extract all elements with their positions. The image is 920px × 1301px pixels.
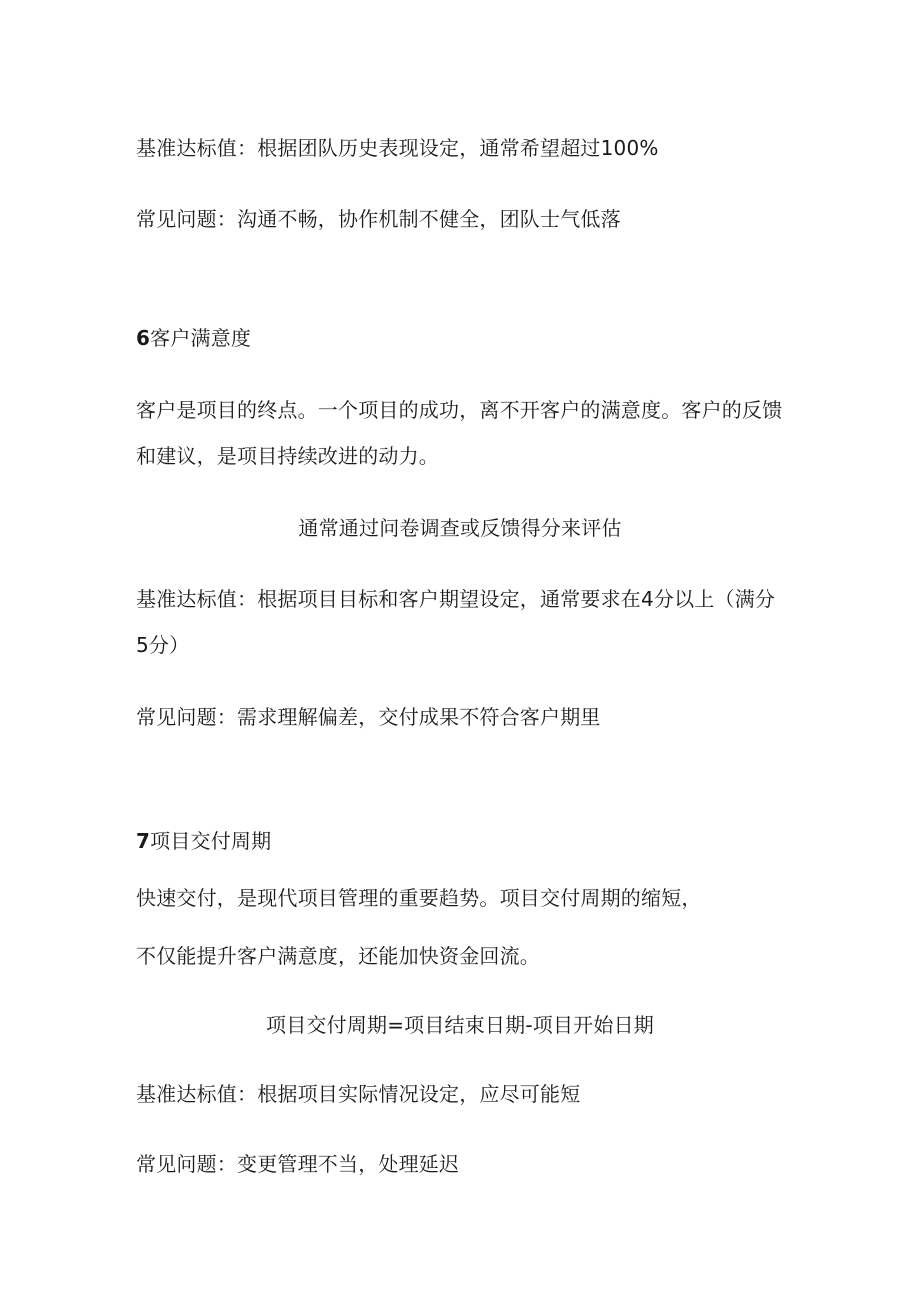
paragraph-line: 客户是项目的终点。一个项目的成功，离不开客户的满意度。客户的反馈	[136, 398, 783, 422]
formula-text: 通常通过问卷调查或反馈得分来评估	[298, 516, 622, 540]
section-heading-7	[136, 827, 271, 855]
benchmark-text: 基准达标值：根据团队历史表现设定，通常希望超过100%	[136, 136, 659, 160]
issues-text: 常见问题：沟通不畅，协作机制不健全，团队士气低落	[136, 207, 621, 231]
benchmark-text: 5分）	[136, 633, 190, 657]
paragraph-line: 不仅能提升客户满意度，还能加快资金回流。	[136, 944, 540, 968]
section-heading-6	[136, 324, 251, 352]
paragraph-line: 快速交付，是现代项目管理的重要趋势。项目交付周期的缩短，	[136, 886, 702, 910]
paragraph-line: 和建议，是项目持续改进的动力。	[136, 444, 439, 468]
formula-text: 项目交付周期=项目结束日期-项目开始日期	[266, 1013, 654, 1037]
issues-text: 常见问题：需求理解偏差，交付成果不符合客户期里	[136, 705, 601, 729]
section-title: 项目交付周期	[150, 829, 272, 853]
benchmark-text: 基准达标值：根据项目实际情况设定，应尽可能短	[136, 1082, 581, 1106]
section-number: 6	[136, 326, 151, 350]
benchmark-text: 基准达标值：根据项目目标和客户期望设定，通常要求在4分以上（满分	[136, 587, 776, 611]
issues-text: 常见问题：变更管理不当，处理延迟	[136, 1152, 460, 1176]
section-number: 7	[136, 829, 151, 853]
section-title: 客户满意度	[150, 326, 252, 350]
